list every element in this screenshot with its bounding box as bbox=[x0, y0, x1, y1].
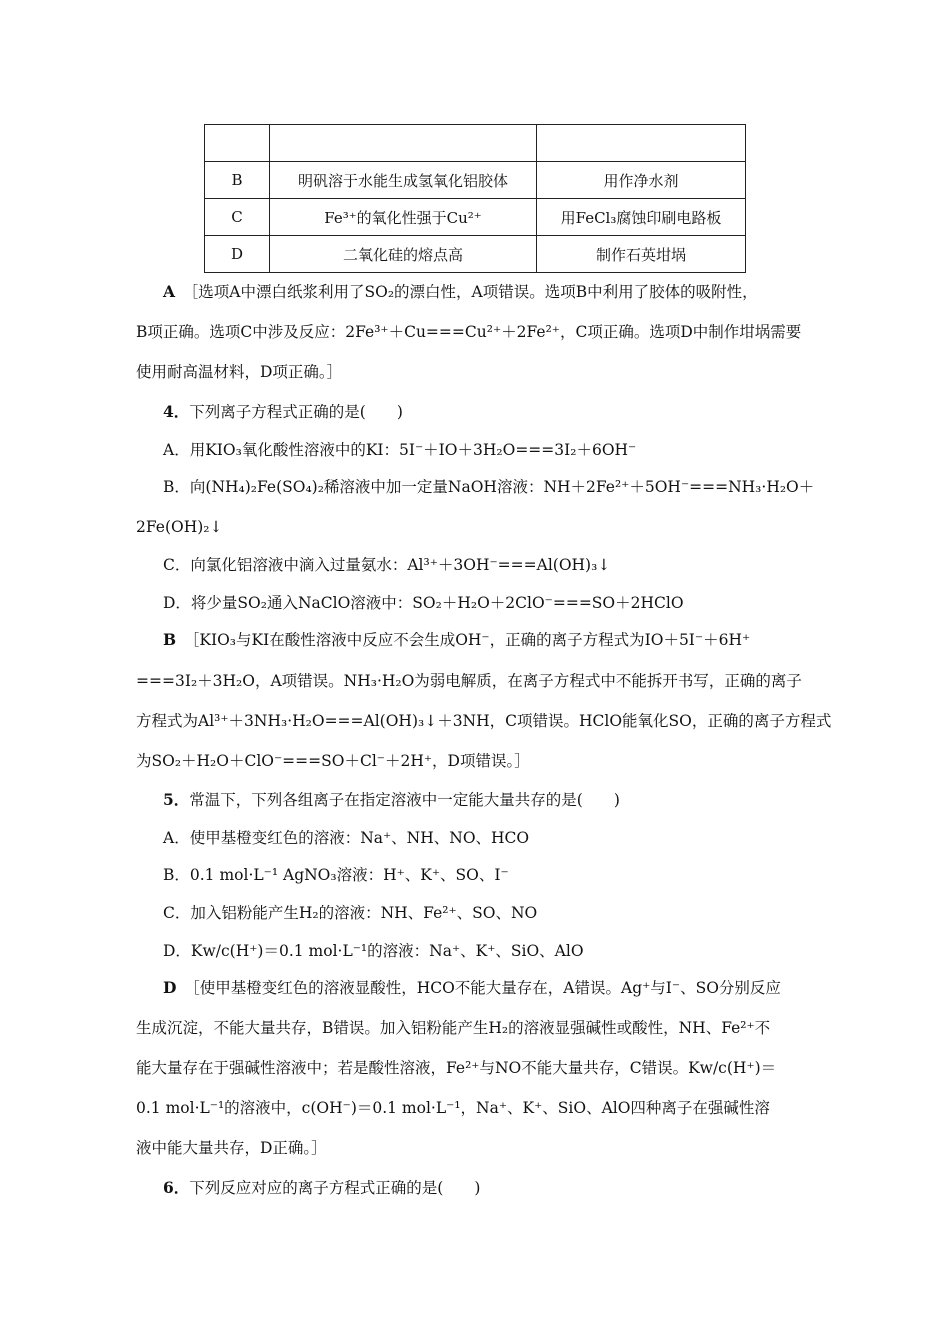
table-cell-desc: Fe³⁺的氧化性强于Cu²⁺ bbox=[270, 199, 537, 236]
table-cell-use bbox=[537, 125, 746, 162]
question-4-option-d: D．将少量SO₂通入NaClO溶液中：SO₂＋H₂O＋2ClO⁻===SO＋2HClO bbox=[163, 594, 684, 612]
question-number: 4． bbox=[163, 402, 190, 421]
table-row bbox=[205, 236, 746, 273]
table-row bbox=[205, 162, 746, 199]
answer-text: ［选项A中漂白纸浆利用了SO₂的漂白性，A项错误。选项B中利用了胶体的吸附性， bbox=[190, 283, 758, 301]
answer-letter: A bbox=[163, 282, 176, 301]
table-cell-desc: 二氧化硅的熔点高 bbox=[270, 236, 537, 273]
answer-text: ［KIO₃与KI在酸性溶液中反应不会生成OH⁻，正确的离子方程式为IO＋5I⁻＋6H⁺ bbox=[191, 631, 751, 649]
comparison-table bbox=[204, 124, 746, 273]
answer-5-line-2: 生成沉淀，不能大量共存，B错误。加入铝粉能产生H₂的溶液显强碱性或酸性，NH、Fe²⁺不 bbox=[136, 1019, 771, 1037]
table-cell-label: D bbox=[205, 236, 270, 273]
answer-5-line-3: 能大量存在于强碱性溶液中；若是酸性溶液，Fe²⁺与NO不能大量共存，C错误。Kw/c(H⁺)＝ bbox=[136, 1059, 777, 1077]
answer-letter: B bbox=[163, 630, 177, 649]
answer-3-line-3: 使用耐高温材料，D项正确。］ bbox=[136, 363, 343, 381]
answer-4-line-2: ===3I₂＋3H₂O，A项错误。NH₃·H₂O为弱电解质，在离子方程式中不能拆开书写，正确的离子 bbox=[136, 672, 802, 690]
answer-4-line-3: 方程式为Al³⁺＋3NH₃·H₂O===Al(OH)₃↓＋3NH，C项错误。HClO能氧化SO，正确的离子方程式 bbox=[136, 712, 832, 730]
answer-5-line-4: 0.1 mol·L⁻¹的溶液中，c(OH⁻)＝0.1 mol·L⁻¹，Na⁺、K⁺、SiO、AlO四种离子在强碱性溶 bbox=[136, 1099, 770, 1117]
answer-letter: D bbox=[163, 978, 177, 997]
question-5-option-d: D．Kw/c(H⁺)＝0.1 mol·L⁻¹的溶液：Na⁺、K⁺、SiO、AlO bbox=[163, 942, 584, 960]
table-row bbox=[205, 125, 746, 162]
question-number: 5． bbox=[163, 790, 190, 809]
question-4-option-b-line-1: B．向(NH₄)₂Fe(SO₄)₂稀溶液中加一定量NaOH溶液：NH＋2Fe²⁺＋5OH⁻===NH₃·H₂O＋ bbox=[163, 478, 815, 496]
table-cell-use: 用作净水剂 bbox=[537, 162, 746, 199]
answer-3-line-2: B项正确。选项C中涉及反应：2Fe³⁺＋Cu===Cu²⁺＋2Fe²⁺，C项正确。选项D中制作坩埚需要 bbox=[136, 323, 802, 341]
question-4-option-a: A．用KIO₃氧化酸性溶液中的KI：5I⁻＋IO＋3H₂O===3I₂＋6OH⁻ bbox=[163, 441, 637, 459]
question-number: 6． bbox=[163, 1178, 190, 1197]
answer-text: ［使甲基橙变红色的溶液显酸性，HCO不能大量存在，A错误。Ag⁺与I⁻、SO分别反应 bbox=[191, 979, 781, 997]
question-5-option-b: B．0.1 mol·L⁻¹ AgNO₃溶液：H⁺、K⁺、SO、I⁻ bbox=[163, 866, 509, 884]
answer-4-line-4: 为SO₂＋H₂O＋ClO⁻===SO＋Cl⁻＋2H⁺，D项错误。］ bbox=[136, 752, 530, 770]
table-cell-label: B bbox=[205, 162, 270, 199]
question-5-option-a: A．使甲基橙变红色的溶液：Na⁺、NH、NO、HCO bbox=[163, 829, 530, 847]
question-4-option-b-line-2: 2Fe(OH)₂↓ bbox=[136, 518, 223, 536]
question-text: 下列离子方程式正确的是( ) bbox=[189, 403, 403, 421]
question-4-stem bbox=[163, 402, 403, 422]
table-cell-desc: 明矾溶于水能生成氢氧化铝胶体 bbox=[270, 162, 537, 199]
question-4-option-c: C．向氯化铝溶液中滴入过量氨水：Al³⁺＋3OH⁻===Al(OH)₃↓ bbox=[163, 556, 611, 574]
question-5-option-c: C．加入铝粉能产生H₂的溶液：NH、Fe²⁺、SO、NO bbox=[163, 904, 538, 922]
table-row bbox=[205, 199, 746, 236]
question-6-stem bbox=[163, 1178, 480, 1198]
answer-3-line-1 bbox=[163, 282, 758, 302]
table-cell-use: 用FeCl₃腐蚀印刷电路板 bbox=[537, 199, 746, 236]
question-5-stem bbox=[163, 790, 620, 810]
table-cell-use: 制作石英坩埚 bbox=[537, 236, 746, 273]
table-cell-desc bbox=[270, 125, 537, 162]
question-text: 下列反应对应的离子方程式正确的是( ) bbox=[189, 1179, 481, 1197]
answer-5-line-5: 液中能大量共存，D正确。］ bbox=[136, 1139, 327, 1157]
question-text: 常温下，下列各组离子在指定溶液中一定能大量共存的是( ) bbox=[189, 791, 620, 809]
answer-5-line-1 bbox=[163, 978, 781, 998]
table-cell-label bbox=[205, 125, 270, 162]
table-cell-label: C bbox=[205, 199, 270, 236]
answer-4-line-1 bbox=[163, 630, 750, 650]
